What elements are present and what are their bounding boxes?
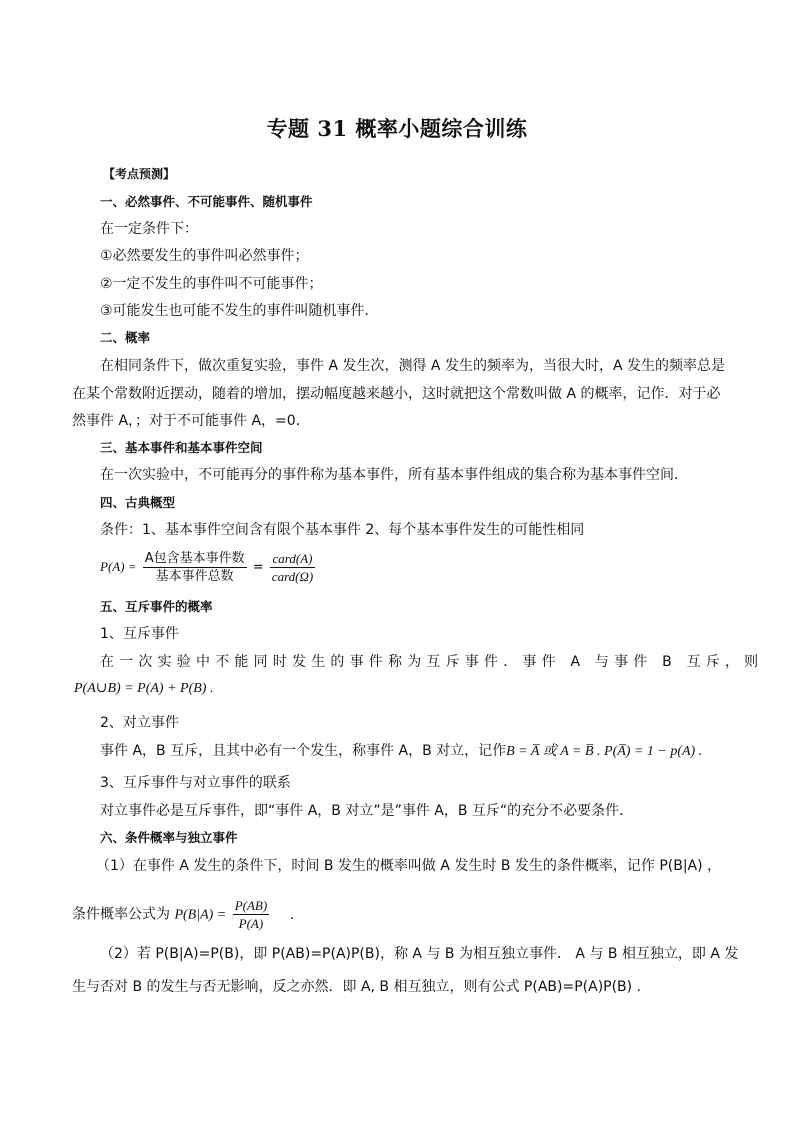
- fraction-numerator: A包含基本事件数: [144, 551, 245, 566]
- section-tag-prediction: 【考点预测】: [103, 167, 176, 181]
- section-1-item: ③可能发生也可能不发生的事件叫随机事件．: [100, 303, 379, 319]
- section-1-intro: 在一定条件下：: [100, 221, 198, 237]
- section-1-item: ②一定不发生的事件叫不可能事件；: [100, 276, 323, 292]
- section-heading-4: 四、古典概型: [100, 495, 176, 510]
- fraction-denominator: card(Ω): [271, 569, 314, 584]
- section-2-paragraph: 在相同条件下，做次重复实验，事件 A 发生次，测得 A 发生的频率为，当很大时，A 发生的频率总是: [100, 358, 725, 374]
- section-6-paragraph: 生与否对 B 的发生与否无影响，反之亦然．即 A, B 相互独立，则有公式 P(AB)=P(A)P(B) .: [72, 979, 642, 995]
- section-4-conditions: 条件：1、基本事件空间含有限个基本事件 2、每个基本事件发生的可能性相同: [100, 522, 585, 538]
- text-run: 事件 A，B 互斥，且其中必有一个发生，称事件 A，B 对立，记作: [100, 743, 507, 759]
- formula-lhs: P(A) =: [100, 559, 137, 574]
- section-heading-6: 六、条件概率与独立事件: [100, 830, 238, 845]
- text-run: 条件概率公式为: [72, 906, 170, 923]
- section-heading-3: 三、基本事件和基本事件空间: [100, 440, 263, 455]
- fraction-numerator: P(AB): [234, 898, 268, 913]
- fraction-conditional: [233, 897, 269, 932]
- section-6-paragraph: （1）在事件 A 发生的条件下，时间 B 发生的概率叫做 A 发生时 B 发生的条件概率，记作 P(B|A) ，: [96, 858, 722, 874]
- section-5-paragraph: [100, 741, 702, 762]
- page-title: 专题 31 概率小题综合训练: [266, 116, 528, 141]
- section-2-paragraph: 在某个常数附近摆动，随着的增加，摆动幅度越来越小，这时就把这个常数叫做 A 的概率，记作．对于必: [72, 386, 721, 402]
- equals-sign: =: [252, 560, 264, 575]
- section-2-paragraph: 然事件 A，；对于不可能事件 A，=0．: [72, 413, 310, 429]
- section-3-paragraph: 在一次实验中，不可能再分的事件称为基本事件，所有基本事件组成的集合称为基本事件空间．: [100, 467, 688, 483]
- conditional-probability-formula: [72, 897, 294, 932]
- fraction-count: [143, 550, 247, 585]
- section-5-paragraph: 在一次实验中不能同时发生的事件称为互斥事件．事件 A 与事件 B 互斥，则: [100, 654, 764, 670]
- section-1-item: ①必然要发生的事件叫必然事件；: [100, 248, 309, 264]
- section-heading-2: 二、概率: [100, 330, 151, 345]
- section-6-paragraph: （2）若 P(B|A)=P(B)，即 P(AB)=P(A)P(B)，称 A 与 B 为相互独立事件． A 与 B 相互独立，即 A 发: [100, 946, 739, 962]
- formula-complement: B = A̅ 或 A = B̅ . P(A̅) = 1 − p(A) .: [506, 744, 703, 759]
- section-5-paragraph: 对立事件必是互斥事件，即“事件 A，B 对立”是”事件 A，B 互斥“的充分不必要条件．: [100, 803, 634, 819]
- subsection-heading: 3、互斥事件与对立事件的联系: [100, 775, 291, 791]
- subsection-heading: 1、互斥事件: [100, 626, 179, 642]
- formula-lhs: P(B|A) =: [174, 907, 227, 923]
- fraction-numerator: card(A): [270, 550, 315, 568]
- fraction-denominator: P(A): [238, 916, 264, 931]
- section-heading-1: 一、必然事件、不可能事件、随机事件: [100, 194, 313, 209]
- fraction-card: [270, 550, 315, 585]
- subsection-heading: 2、对立事件: [100, 715, 179, 731]
- fraction-denominator: 基本事件总数: [155, 569, 234, 584]
- classical-probability-formula: [100, 550, 317, 585]
- section-heading-5: 五、互斥事件的概率: [100, 599, 213, 614]
- text-run: .: [289, 906, 295, 923]
- formula-mutually-exclusive: P(A∪B) = P(A) + P(B) .: [74, 681, 214, 696]
